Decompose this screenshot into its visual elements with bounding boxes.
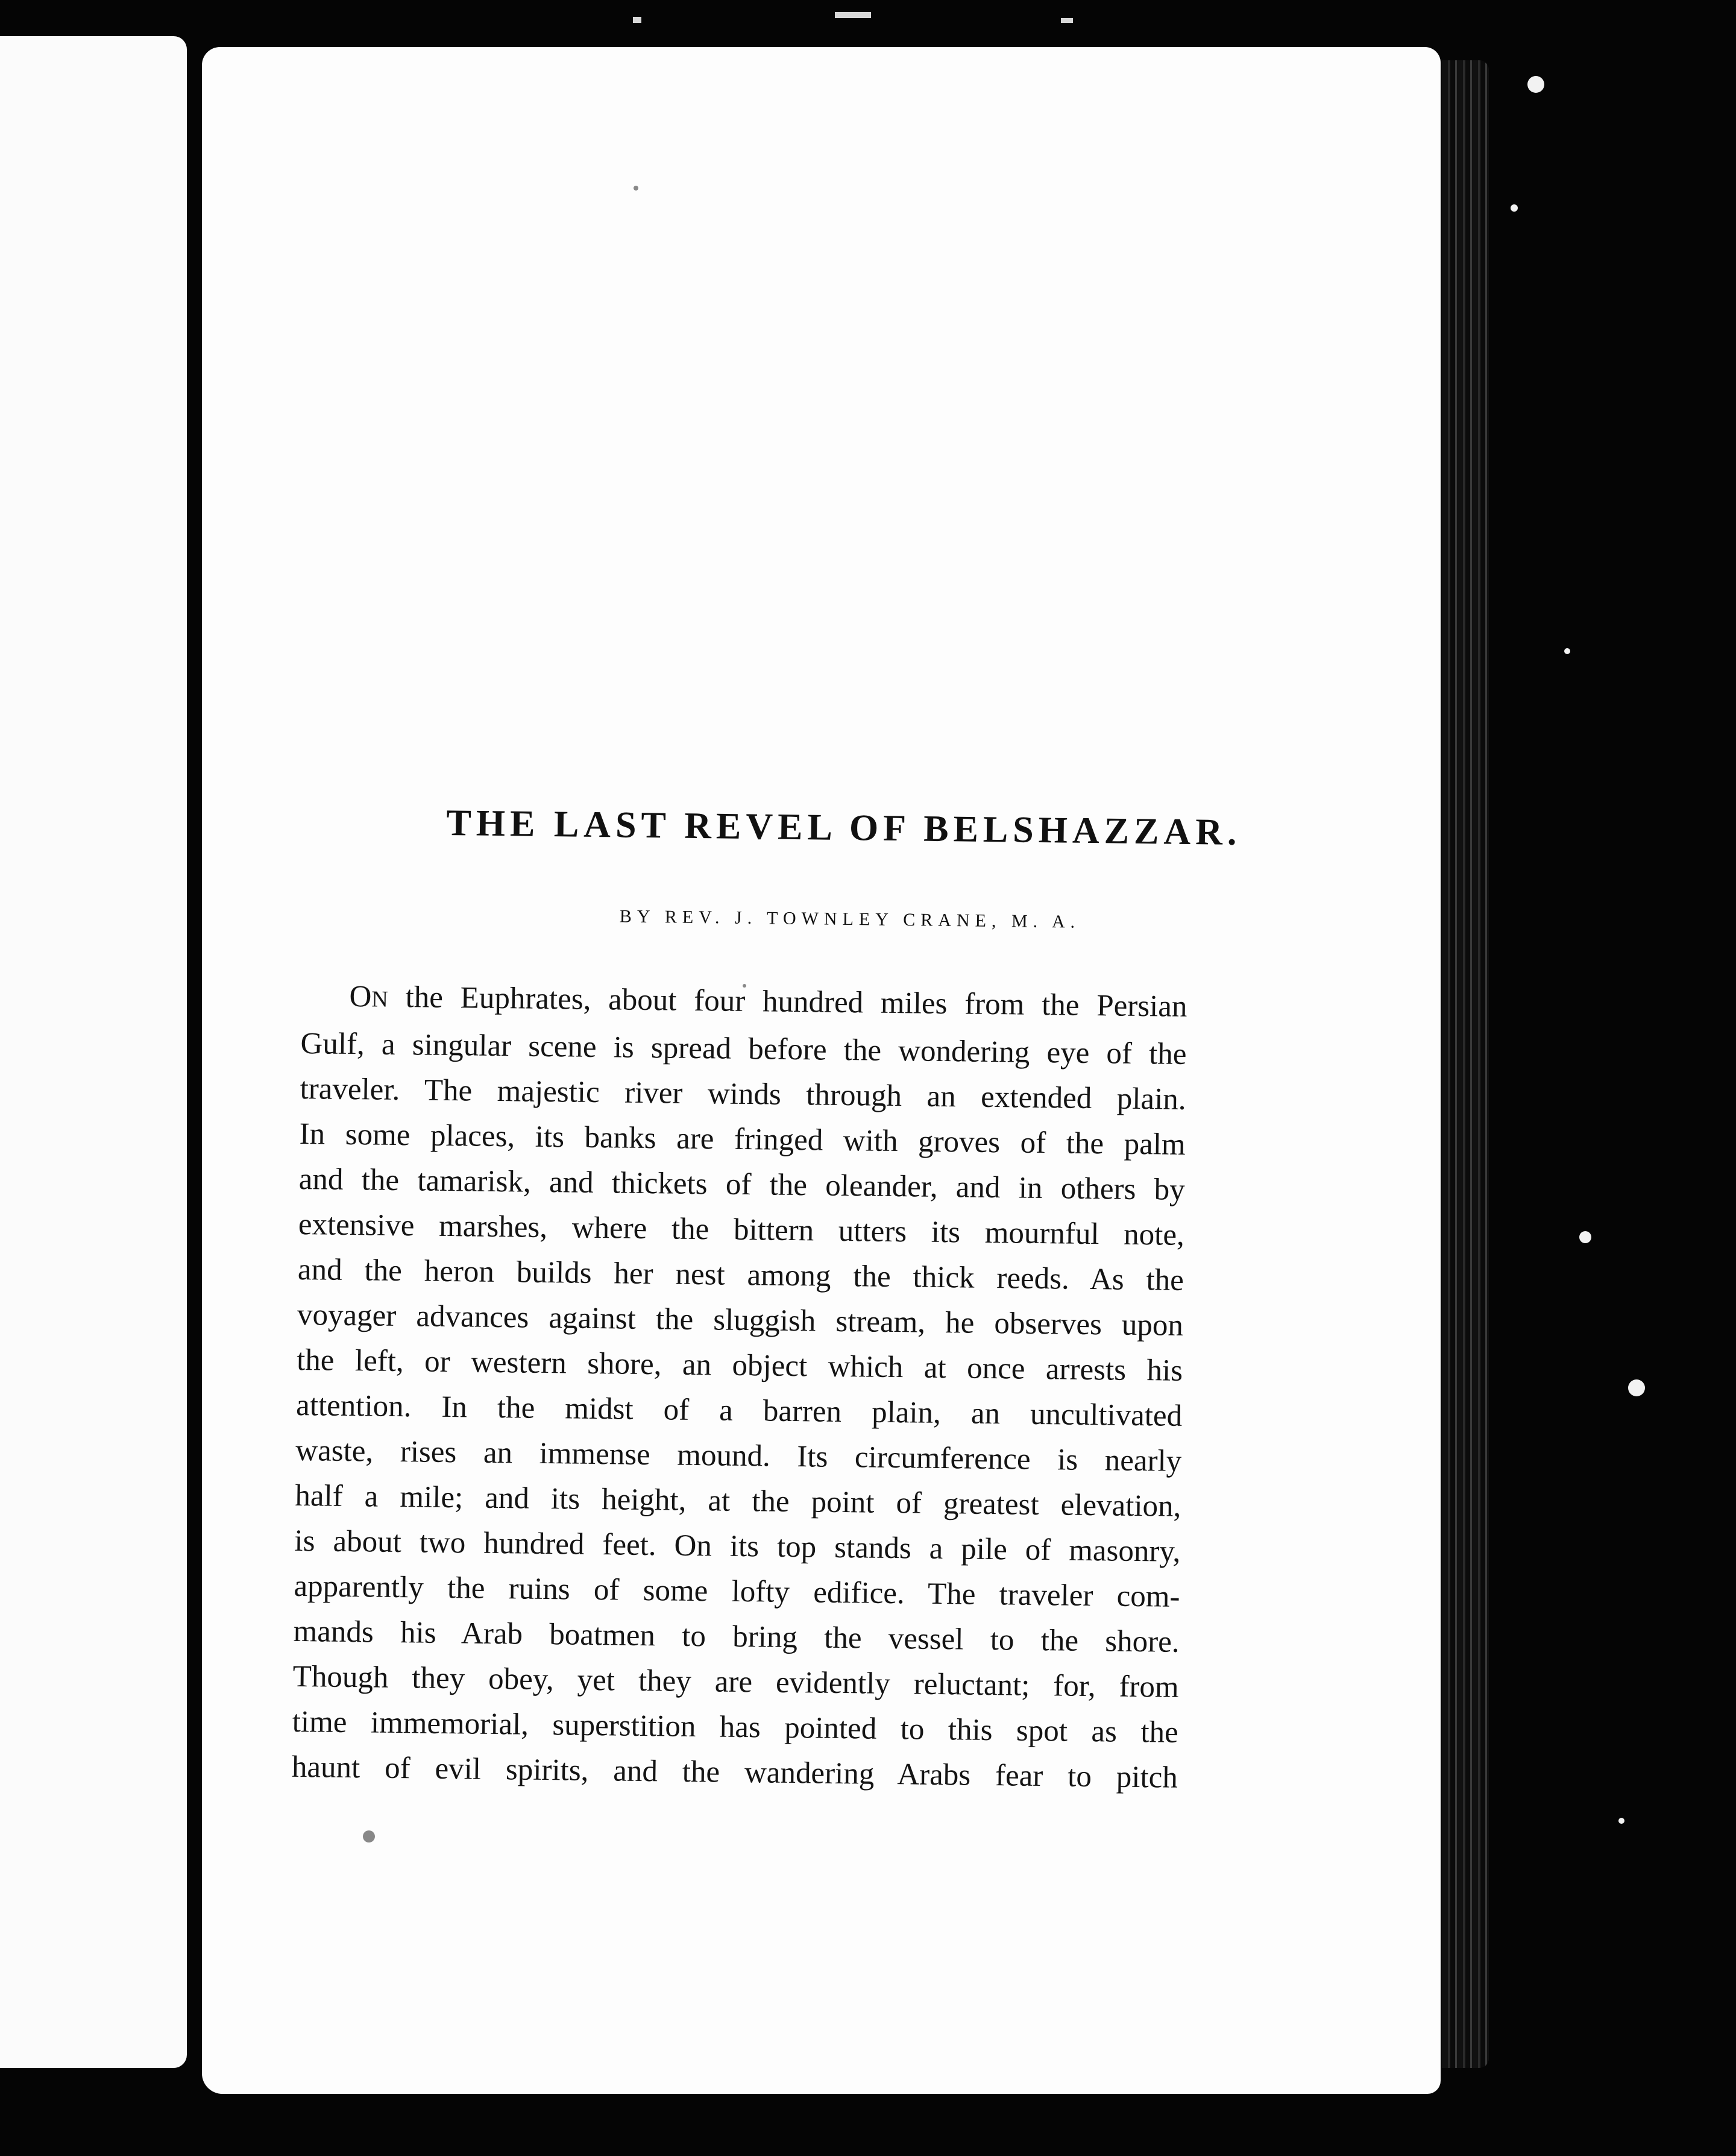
body-line: extensive marshes, where the bittern utters its mournful note, bbox=[298, 1207, 1185, 1252]
body-line: Gulf, a singular scene is spread before the wondering eye of the bbox=[300, 1026, 1187, 1071]
first-line-text: the Euphrates, about four hundred miles from the Persian bbox=[388, 980, 1187, 1024]
body-line: voyager advances against the sluggish stream, he observes upon bbox=[297, 1297, 1184, 1343]
body-line: is about two hundred feet. On its top stands a pile of masonry, bbox=[294, 1524, 1181, 1569]
drop-capital: O bbox=[349, 979, 372, 1014]
body-line: haunt of evil spirits, and the wandering Arabs fear to pitch bbox=[291, 1750, 1178, 1795]
article-body bbox=[291, 974, 1187, 1801]
body-line: and the heron builds her nest among the thick reeds. As the bbox=[297, 1252, 1184, 1297]
body-line: apparently the ruins of some lofty edifice. The traveler com- bbox=[294, 1569, 1180, 1614]
body-line: and the tamarisk, and thickets of the oleander, and in others by bbox=[298, 1162, 1186, 1207]
body-line: attention. In the midst of a barren plain, an uncultivated bbox=[295, 1388, 1183, 1433]
body-line: the left, or western shore, an object which at once arrests his bbox=[296, 1343, 1183, 1388]
body-line: mands his Arab boatmen to bring the vessel to the shore. bbox=[293, 1614, 1180, 1659]
body-line: traveler. The majestic river winds through an extended plain. bbox=[300, 1071, 1186, 1117]
article-title: THE LAST REVEL OF BELSHAZZAR. bbox=[446, 802, 1242, 854]
body-line: time immemorial, superstition has pointed to this spot as the bbox=[292, 1704, 1179, 1750]
small-capital: N bbox=[371, 986, 389, 1012]
body-line: In some places, its banks are fringed with groves of the palm bbox=[299, 1117, 1186, 1162]
article-byline: BY REV. J. TOWNLEY CRANE, M. A. bbox=[619, 906, 1081, 932]
body-line: waste, rises an immense mound. Its circumference is nearly bbox=[295, 1433, 1182, 1478]
body-line: Though they obey, yet they are evidently reluctant; for, from bbox=[292, 1659, 1179, 1704]
body-line: half a mile; and its height, at the point of greatest elevation, bbox=[295, 1478, 1181, 1524]
